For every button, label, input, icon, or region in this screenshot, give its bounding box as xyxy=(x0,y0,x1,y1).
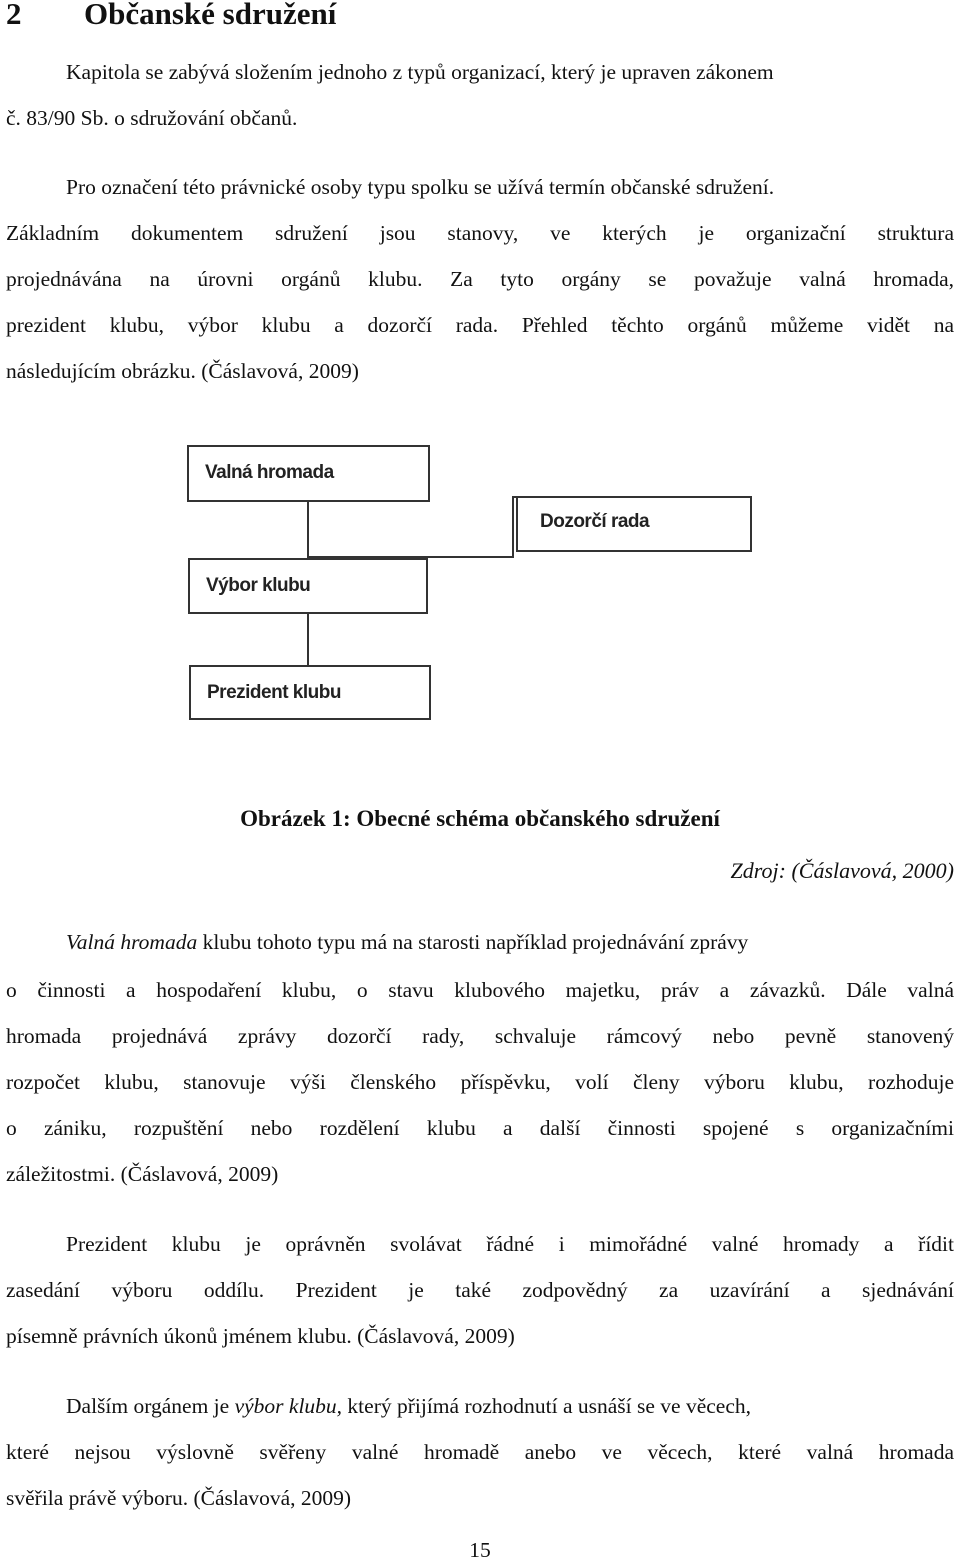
para2-line-5: následujícím obrázku. (Čáslavová, 2009) xyxy=(6,359,359,383)
box-prezident-klubu xyxy=(189,665,431,720)
chapter-heading xyxy=(6,0,336,32)
para4-line-3: písemně právních úkonů jménem klubu. (Čáslavová, 2009) xyxy=(6,1324,515,1348)
para3-line-5: o zániku, rozpuštění nebo rozdělení klubu a další činnosti spojené s organizačními xyxy=(6,1116,954,1140)
para3-line-1-text: klubu tohoto typu má na starosti například projednávání zprávy xyxy=(197,930,749,954)
para2-line-3: projednávána na úrovni orgánů klubu. Za tyto orgány se považuje valná hromada, xyxy=(6,267,954,291)
box-dozorci-rada xyxy=(516,496,752,552)
para2-line-1: Pro označení této právnické osoby typu spolku se užívá termín občanské sdružení. xyxy=(66,175,775,199)
para3-line-1 xyxy=(66,930,748,955)
box-valna-hromada-label: Valná hromada xyxy=(205,462,334,483)
para5-line-2: které nejsou výslovně svěřeny valné hromadě anebo ve věcech, které valná hromada xyxy=(6,1440,954,1464)
box-vybor-klubu xyxy=(188,558,428,614)
box-vybor-klubu-label: Výbor klubu xyxy=(206,575,311,596)
para2-line-2: Základním dokumentem sdružení jsou stanovy, ve kterých je organizační struktura xyxy=(6,221,954,245)
box-dozorci-rada-label: Dozorčí rada xyxy=(540,511,650,532)
intro-line-1: Kapitola se zabývá složením jednoho z typů organizací, který je upraven zákonem xyxy=(66,60,774,84)
chapter-title: Občanské sdružení xyxy=(84,0,337,31)
connector-to-dozorci-vertical xyxy=(512,496,514,558)
para5-italic-term: výbor klubu, xyxy=(234,1394,343,1418)
page-number: 15 xyxy=(469,1538,491,1562)
para5-line-3: svěřila právě výboru. (Čáslavová, 2009) xyxy=(6,1486,352,1510)
figure-caption: Obrázek 1: Obecné schéma občanského sdružení xyxy=(240,806,720,831)
para3-line-4: rozpočet klubu, stanovuje výši členského příspěvku, volí členy výboru klubu, rozhoduje xyxy=(6,1070,954,1094)
para2-line-4: prezident klubu, výbor klubu a dozorčí rada. Přehled těchto orgánů můžeme vidět na xyxy=(6,313,954,337)
intro-line-2: č. 83/90 Sb. o sdružování občanů. xyxy=(6,106,298,130)
para3-line-3: hromada projednává zprávy dozorčí rady, schvaluje rámcový nebo pevně stanovený xyxy=(6,1024,954,1048)
box-prezident-klubu-label: Prezident klubu xyxy=(207,682,341,703)
para3-italic-term: Valná hromada xyxy=(66,930,198,954)
para3-line-2: o činnosti a hospodaření klubu, o stavu klubového majetku, práv a závazků. Dále valná xyxy=(6,978,954,1002)
para5-line-1 xyxy=(66,1394,751,1419)
organization-diagram xyxy=(0,430,960,730)
chapter-number: 2 xyxy=(6,0,22,31)
para5-line-1-pre: Dalším orgánem je xyxy=(66,1394,235,1418)
para4-line-1: Prezident klubu je oprávněn svolávat řádné i mimořádné valné hromady a řídit xyxy=(66,1232,954,1256)
box-valna-hromada xyxy=(187,445,430,502)
figure-source: Zdroj: (Čáslavová, 2000) xyxy=(730,858,954,883)
para4-line-2: zasedání výboru oddílu. Prezident je také zodpovědný za uzavírání a sjednávání xyxy=(6,1278,954,1302)
para3-line-6: záležitostmi. (Čáslavová, 2009) xyxy=(6,1162,279,1186)
para5-line-1-rest: který přijímá rozhodnutí a usnáší se ve věcech, xyxy=(342,1394,752,1418)
